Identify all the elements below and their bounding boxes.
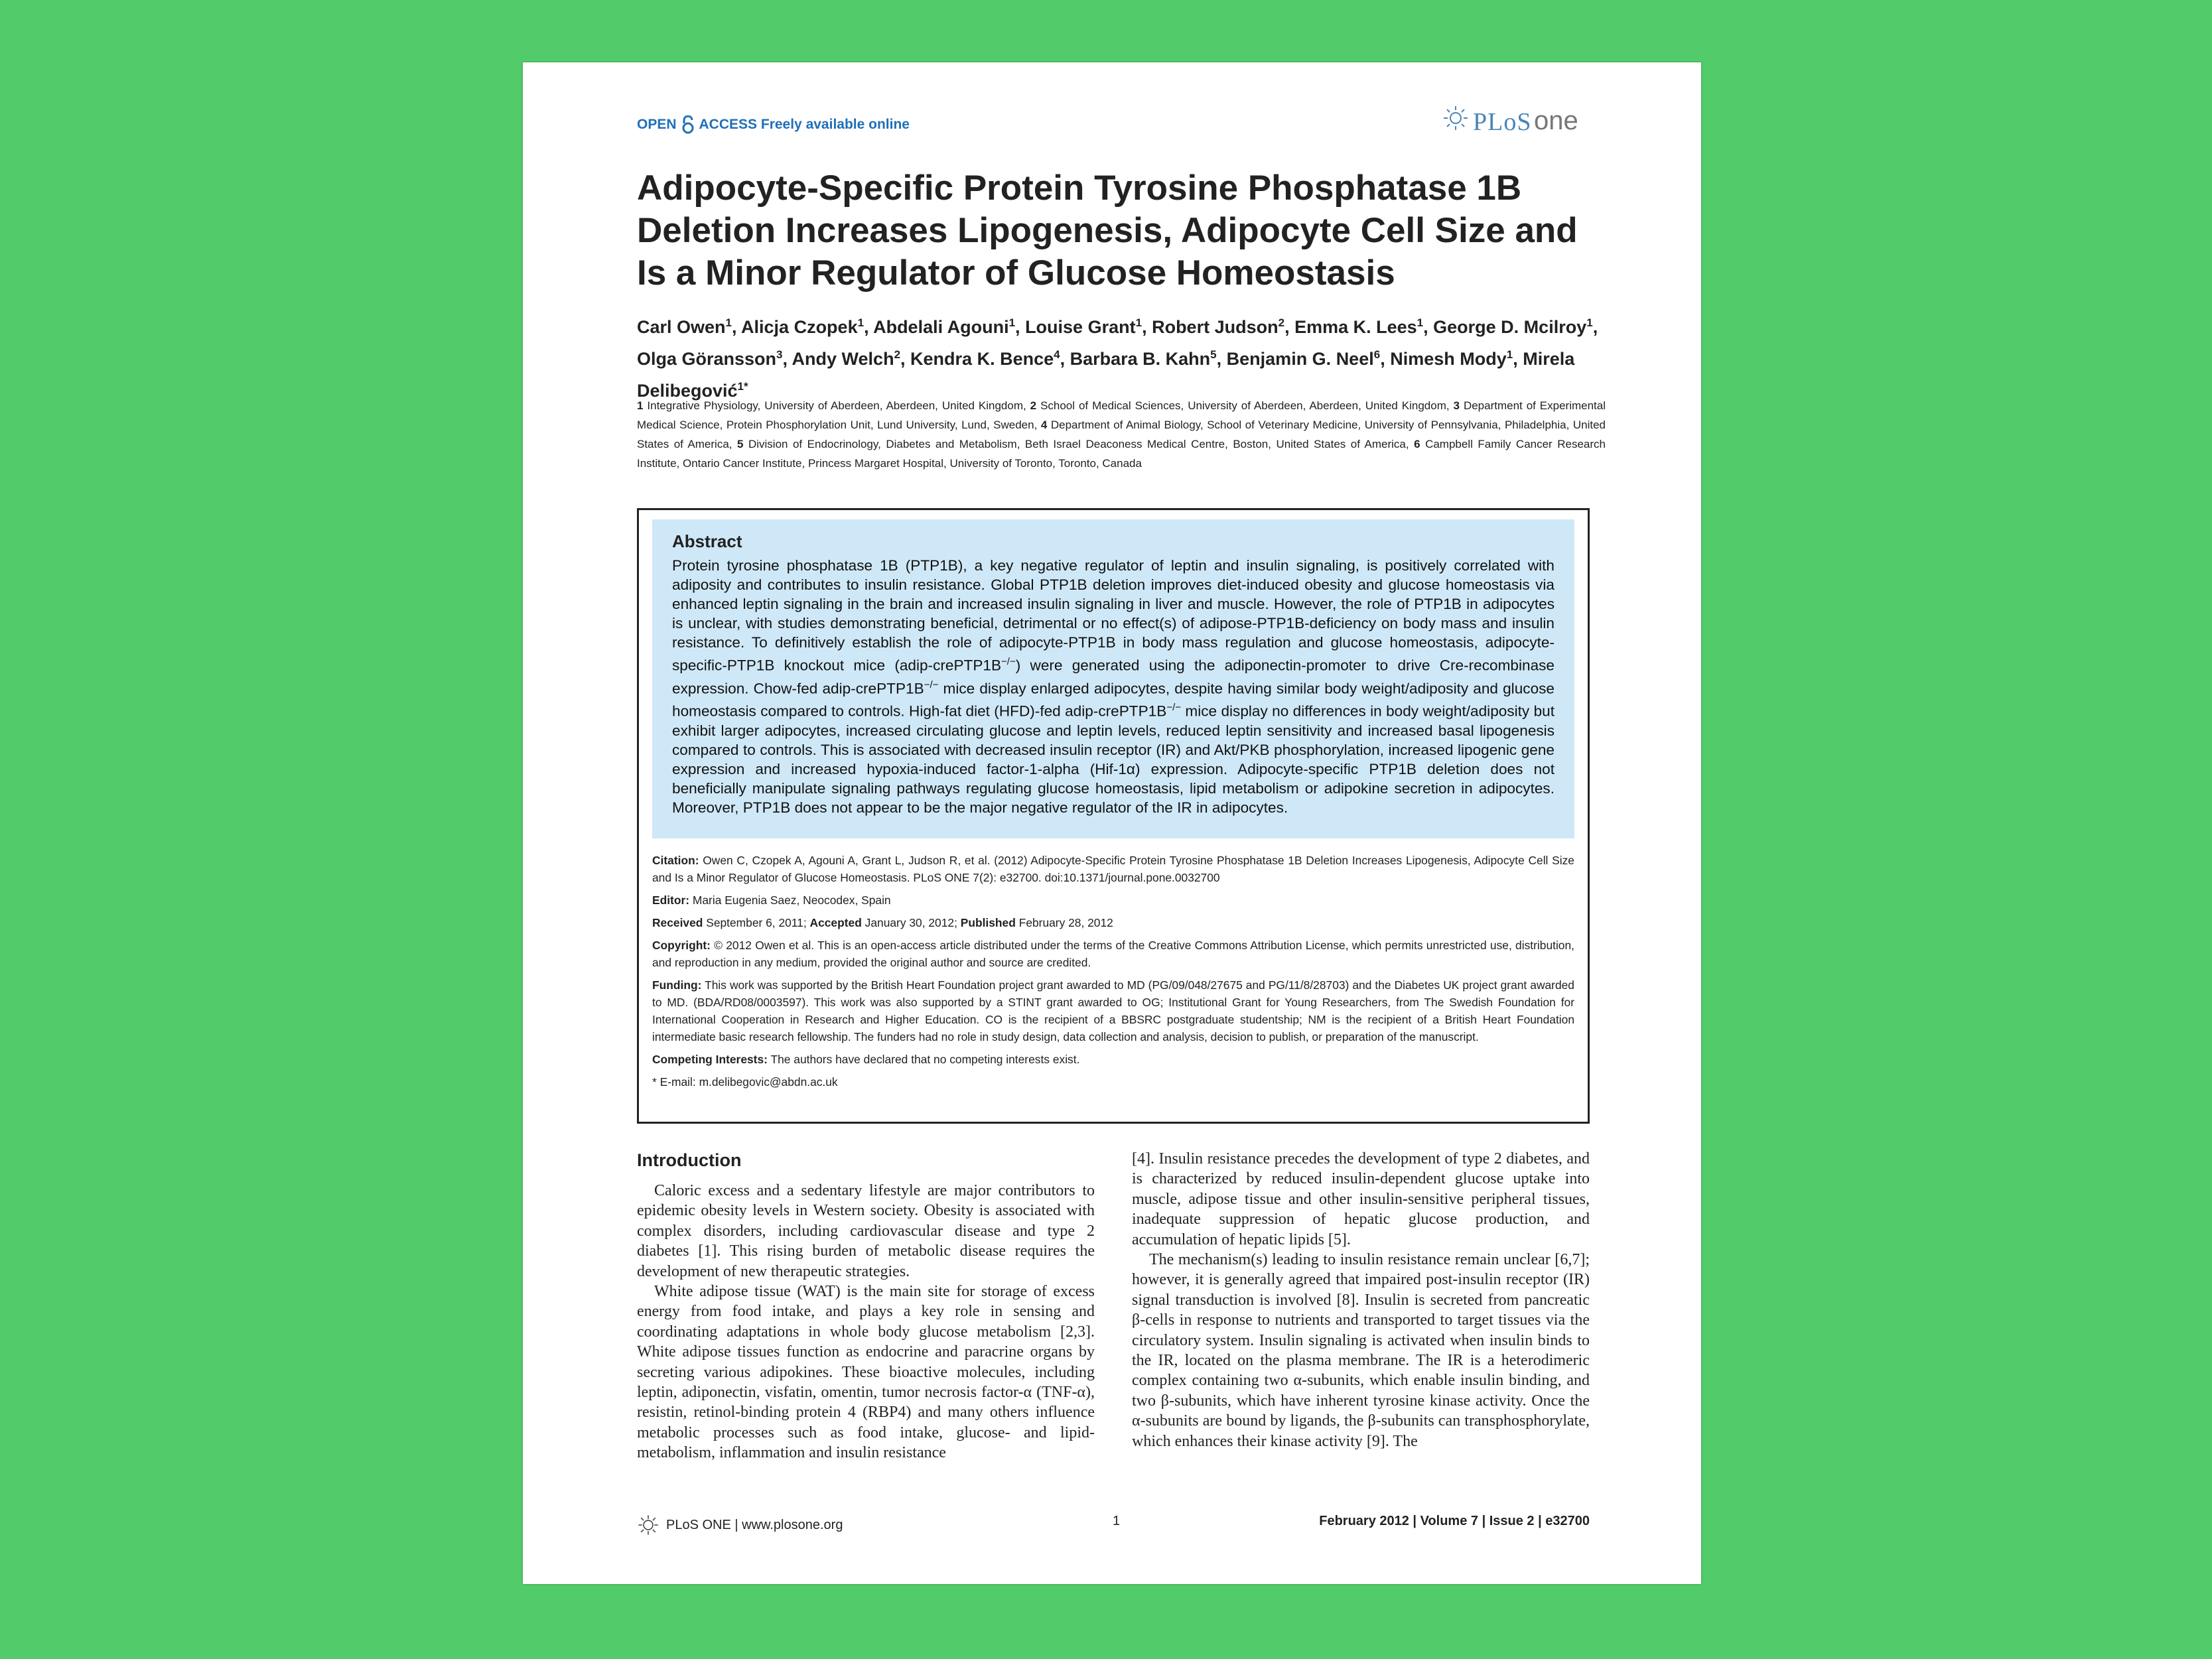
author-affiliation-mark: 4 <box>1054 348 1060 361</box>
email: * E-mail: m.delibegovic@abdn.ac.uk <box>652 1075 838 1089</box>
author-name: George D. Mcilroy <box>1433 317 1587 337</box>
access-label: ACCESS Freely available online <box>699 117 910 132</box>
affiliation-text: Department of Animal Biology, School of Veterinary Medicine, University of Pennsylvania, Philadelphia, United States of America, <box>637 419 1606 450</box>
introduction-left-column <box>637 1181 1095 1463</box>
introduction-heading: Introduction <box>637 1150 742 1170</box>
abstract-panel <box>652 519 1574 838</box>
affiliation-number: 1 <box>637 399 644 412</box>
author-affiliation-mark: 1 <box>1506 348 1513 361</box>
affiliation-text: Department of Experimental Medical Science, Protein Phosphorylation Unit, Lund University, Lund, Sweden, <box>637 399 1606 431</box>
author-name: Carl Owen <box>637 317 726 337</box>
footer-issue: February 2012 | Volume 7 | Issue 2 | e32700 <box>1319 1514 1590 1528</box>
author-affiliation-mark: 3 <box>776 348 783 361</box>
paragraph: Caloric excess and a sedentary lifestyle are major contributors to epidemic obesity levels in Western society. Obesity is associated with complex disorders, including cardiovascular disease and type 2 diabetes [1]. This rising burden of metabolic disease requires the development of new therapeutic strategies. <box>637 1182 1095 1280</box>
affiliation-number: 2 <box>1030 399 1037 412</box>
affiliation-number: 4 <box>1040 419 1048 431</box>
paragraph: The mechanism(s) leading to insulin resistance remain unclear [6,7]; however, it is generally agreed that impaired post-insulin receptor (IR) signal transduction is involved [8]. Insulin is secreted from pancreatic β-cells in response to nutrients and transported to target tissues via the circulatory system. Insulin signaling is activated when insulin binds to the IR, located on the plasma membrane. The IR is a heterodimeric complex containing two α-subunits, which enable insulin binding, and two β-subunits, which have inherent tyrosine kinase activity. Once the α-subunits are bound by ligands, the β-subunits can transphosphorylate, which enhances their kinase activity [9]. The <box>1132 1251 1590 1450</box>
paper-title: Adipocyte-Specific Protein Tyrosine Phosphatase 1B Deletion Increases Lipogenesis, Adipocyte Cell Size and Is a Minor Regulator of Glucose Homeostasis <box>637 168 1578 293</box>
open-label: OPEN <box>637 117 677 132</box>
author-affiliation-mark: 2 <box>894 348 901 361</box>
author-name: Emma K. Lees <box>1294 317 1417 337</box>
article-metadata <box>652 852 1574 1096</box>
author-name: Louise Grant <box>1025 317 1136 337</box>
funding: Funding: This work was supported by the British Heart Foundation project grant awarded to MD (PG/09/048/27675 and PG/11/8/28703) and the Diabetes UK project grant awarded to MD. (BDA/RD08/0003597). This work was also supported by a STINT grant awarded to OG; Institutional Grant for Young Researchers, from The Swedish Foundation for International Cooperation in Research and Higher Education. CO is the recipient of a BBSRC postgraduate studentship; NM is the recipient of a British Heart Foundation intermediate basic research fellowship. The funders had no role in study design, data collection and analysis, decision to publish, or preparation of the manuscript. <box>652 978 1574 1043</box>
article-info-box <box>637 508 1590 1124</box>
affiliation-number: 3 <box>1453 399 1460 412</box>
author-name: Barbara B. Kahn <box>1070 349 1211 369</box>
author-name: Andy Welch <box>792 349 894 369</box>
open-lock-icon <box>681 115 695 134</box>
author-name: Robert Judson <box>1152 317 1279 337</box>
author-affiliation-mark: 1 <box>857 316 864 329</box>
logo-one-text: one <box>1534 106 1578 135</box>
page-number: 1 <box>1113 1514 1121 1528</box>
author-affiliation-mark: 1 <box>1417 316 1424 329</box>
affiliation-text: School of Medical Sciences, University of Aberdeen, Aberdeen, United Kingdom, <box>1040 399 1450 412</box>
affiliation-text: Campbell Family Cancer Research Institute, Ontario Cancer Institute, Princess Margaret Hospital, University of Toronto, Toronto, Canada <box>637 438 1606 470</box>
plos-footer-icon <box>637 1514 659 1536</box>
author-affiliation-mark: 1* <box>737 380 748 393</box>
plos-one-logo <box>1441 100 1600 139</box>
affiliation-text: Integrative Physiology, University of Aberdeen, Aberdeen, United Kingdom, <box>647 399 1026 412</box>
affiliation-list <box>637 396 1606 473</box>
dates: Received September 6, 2011; Accepted January 30, 2012; Published February 28, 2012 <box>652 916 1113 929</box>
author-affiliation-mark: 6 <box>1373 348 1381 361</box>
citation: Citation: Owen C, Czopek A, Agouni A, Grant L, Judson R, et al. (2012) Adipocyte-Specific Protein Tyrosine Phosphatase 1B Deletion Increases Lipogenesis, Adipocyte Cell Size and Is a Minor Regulator of Glucose Homeostasis. PLoS ONE 7(2): e32700. doi:10.1371/journal.pone.0032700 <box>652 854 1574 884</box>
author-affiliation-mark: 1 <box>1008 316 1016 329</box>
abstract-heading: Abstract <box>672 531 742 551</box>
author-affiliation-mark: 1 <box>725 316 732 329</box>
open-access-banner <box>637 115 910 134</box>
author-affiliation-mark: 5 <box>1210 348 1217 361</box>
author-affiliation-mark: 1 <box>1135 316 1142 329</box>
copyright: Copyright: © 2012 Owen et al. This is an open-access article distributed under the terms of the Creative Commons Attribution License, which permits unrestricted use, distribution, and reproduction in any medium, provided the original author and source are credited. <box>652 939 1574 969</box>
plos-sun-icon <box>1441 103 1470 133</box>
introduction-right-column <box>1132 1149 1590 1451</box>
page-footer <box>637 1510 1590 1536</box>
footer-journal: PLoS ONE | www.plosone.org <box>666 1517 843 1532</box>
competing-interests: Competing Interests: The authors have declared that no competing interests exist. <box>652 1053 1080 1066</box>
paper-page <box>523 62 1701 1584</box>
author-name: Kendra K. Bence <box>910 349 1054 369</box>
author-affiliation-mark: 1 <box>1586 316 1593 329</box>
logo-plos-text: PLoS <box>1473 108 1532 136</box>
email-link[interactable]: m.delibegovic@abdn.ac.uk <box>699 1075 838 1089</box>
author-name: Alicja Czopek <box>741 317 858 337</box>
author-affiliation-mark: 2 <box>1278 316 1285 329</box>
author-name: Abdelali Agouni <box>873 317 1009 337</box>
paragraph: [4]. Insulin resistance precedes the development of type 2 diabetes, and is characterized by reduced insulin-dependent glucose uptake into muscle, adipose tissue and other insulin-sensitive peripheral tissues, inadequate suppression of hepatic glucose production, and accumulation of hepatic lipids [5]. <box>1132 1150 1590 1248</box>
abstract-body: Protein tyrosine phosphatase 1B (PTP1B), a key negative regulator of leptin and insulin signaling, is positively correlated with adiposity and contributes to insulin resistance. Global PTP1B deletion improves diet-induced obesity and glucose homeostasis via enhanced leptin signaling in the brain and increased insulin signaling in liver and muscle. However, the role of PTP1B in adipocytes is unclear, with studies demonstrating beneficial, detrimental or no effect(s) of adipose-PTP1B-deficiency on body mass and insulin resistance. To definitively establish the role of adipocyte-PTP1B in body mass regulation and glucose homeostasis, adipocyte-specific-PTP1B knockout mice (adip-crePTP1B−/−) were generated using the adiponectin-promoter to drive Cre-recombinase expression. Chow-fed adip-crePTP1B−/− mice display enlarged adipocytes, despite having similar body weight/adiposity and glucose homeostasis compared to controls. High-fat diet (HFD)-fed adip-crePTP1B−/− mice display no differences in body weight/adiposity but exhibit larger adipocytes, increased circulating glucose and leptin levels, reduced leptin sensitivity and increased basal lipogenesis compared to controls. This is associated with decreased insulin receptor (IR) and Akt/PKB phosphorylation, increased lipogenic gene expression and increased hypoxia-induced factor-1-alpha (Hif-1α) expression. Adipocyte-specific PTP1B deletion does not beneficially manipulate signaling pathways regulating glucose homeostasis, lipid metabolism or adipokine secretion in adipocytes. Moreover, PTP1B does not appear to be the major negative regulator of the IR in adipocytes. <box>672 557 1555 816</box>
editor: Editor: Maria Eugenia Saez, Neocodex, Spain <box>652 894 891 907</box>
affiliation-number: 5 <box>737 438 744 450</box>
author-name: Mirela Delibegović <box>637 349 1575 401</box>
author-name: Nimesh Mody <box>1390 349 1507 369</box>
affiliation-text: Division of Endocrinology, Diabetes and Metabolism, Beth Israel Deaconess Medical Centre, Boston, United States of America, <box>748 438 1409 450</box>
author-name: Benjamin G. Neel <box>1226 349 1374 369</box>
author-name: Olga Göransson <box>637 349 777 369</box>
author-list: Carl Owen$^1$, Alicja Czopek$^1$, Abdelali Agouni$^1$, Louise Grant$^1$, Robert Judson$^2$, Emma K. Lees$^1$, George D. Mcilroy$^1$, Olga Göransson$^3$, Andy Welch$^2$, Kendra K. Bence$^4$, Barbara B. Kahn$^5$, Benjamin G. Neel$^6$, Nimesh Mody$^1$, Mirela Delibegović$^{1*}$ <box>637 316 1598 401</box>
paragraph: White adipose tissue (WAT) is the main site for storage of excess energy from food intake, and plays a key role in sensing and coordinating adaptations in whole body glucose metabolism [2,3]. White adipose tissues function as endocrine and paracrine organs by secreting various adipokines. These bioactive molecules, including leptin, adiponectin, visfatin, omentin, tumor necrosis factor-α (TNF-α), resistin, retinol-binding protein 4 (RBP4) and many others influence metabolic processes such as food intake, glucose- and lipid-metabolism, inflammation and insulin resistance <box>637 1283 1095 1462</box>
affiliation-number: 6 <box>1414 438 1420 450</box>
